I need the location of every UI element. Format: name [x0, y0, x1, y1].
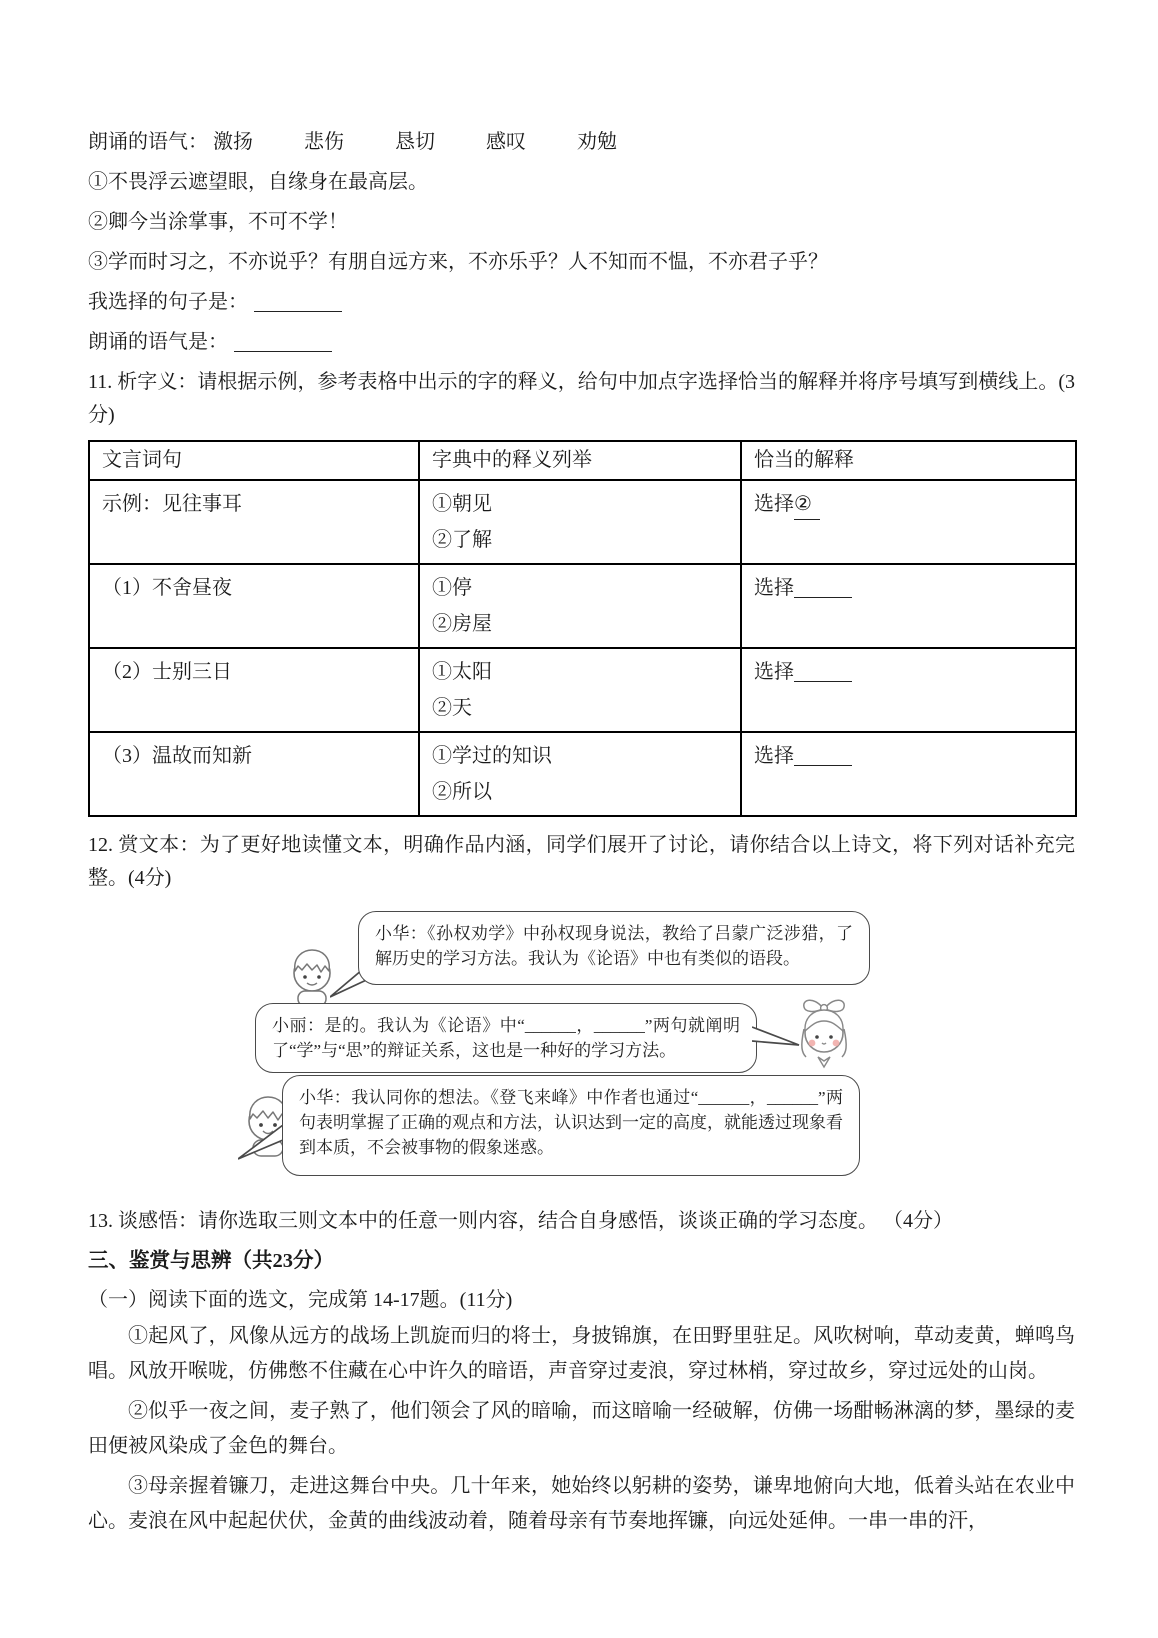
answer-blank-line — [254, 290, 342, 312]
speech-bubble-xiaohua-1: 小华：《孙权劝学》中孙权现身说法，教给了吕蒙广泛涉猎，了解历史的学习方法。我认为《论语》中也有类似的语段。 — [358, 911, 870, 985]
answer-cell — [754, 570, 1063, 606]
speech-bubble-xiaohua-2: 小华：我认同你的想法。《登飞来峰》中作者也通过“______，______”两句表明掌握了正确的观点和方法，认识达到一定的高度，就能透过现象看到本质，不会被事物的假象迷惑。 — [282, 1075, 860, 1176]
chosen-sentence-line — [88, 282, 1075, 322]
dialogue-figure — [88, 903, 1075, 1195]
question-11-stem: 11. 析字义：请根据示例，参考表格中出示的字的释义，给句中加点字选择恰当的解释并将序号填写到横线上。(3分) — [88, 371, 1075, 426]
definition-1: ①停 — [432, 577, 472, 599]
sentence-option-1: ①不畏浮云遮望眼，自缘身在最高层。 — [88, 171, 428, 193]
passage-paragraph-3: ③母亲握着镰刀，走进这舞台中央。几十年来，她始终以躬耕的姿势，谦卑地俯向大地，低着头站在农业中心。麦浪在风中起起伏伏，金黄的曲线波动着，随着母亲有节奏地挥镰，向远处延伸。一串一串的汗， — [88, 1475, 1075, 1532]
definition-2: ②房屋 — [432, 613, 492, 635]
tone-option: 悲伤 — [304, 131, 344, 153]
answer-blank-line — [794, 658, 852, 682]
tone-option: 感叹 — [486, 131, 526, 153]
answer-cell — [754, 738, 1063, 774]
speech-bubble-tail — [238, 1125, 284, 1161]
column-header-phrase: 文言词句 — [89, 441, 419, 480]
definition-1: ①朝见 — [432, 493, 492, 515]
column-header-answer: 恰当的解释 — [741, 441, 1076, 480]
tone-option: 恳切 — [395, 131, 435, 153]
answer-blank-line — [794, 574, 852, 598]
answer-cell — [754, 486, 1063, 522]
table-row — [89, 732, 1076, 816]
example-answer-mark: ② — [794, 489, 820, 520]
tone-answer-label: 朗诵的语气是： — [88, 331, 228, 353]
table-row — [89, 480, 1076, 564]
sentence-option-3: ③学而时习之，不亦说乎？有朋自远方来，不亦乐乎？人不知而不愠，不亦君子乎？ — [88, 251, 828, 273]
select-label: 选择 — [754, 661, 794, 683]
definition-1: ①学过的知识 — [432, 745, 552, 767]
reading-instruction: （一）阅读下面的选文，完成第 14-17题。(11分) — [88, 1289, 513, 1311]
select-label: 选择 — [754, 493, 794, 515]
table-row — [89, 564, 1076, 648]
tone-option: 激扬 — [213, 131, 253, 153]
phrase-cell: 示例：见往事耳 — [102, 493, 242, 515]
definition-2: ②所以 — [432, 781, 492, 803]
tone-answer-line — [88, 322, 1075, 362]
exam-content — [88, 122, 1075, 1544]
section-3-heading: 三、鉴赏与思辨（共23分） — [88, 1250, 334, 1272]
tone-options-label: 朗诵的语气： — [88, 131, 208, 153]
question-12-stem: 12. 赏文本：为了更好地读懂文本，明确作品内涵，同学们展开了讨论，请你结合以上诗文，将下列对话补充完整。(4分) — [88, 834, 1075, 889]
definition-2: ②天 — [432, 697, 472, 719]
sentence-option-2: ②卿今当涂掌事，不可不学！ — [88, 211, 348, 233]
reading-passage — [88, 1319, 1075, 1539]
select-label: 选择 — [754, 577, 794, 599]
passage-paragraph-2: ②似乎一夜之间，麦子熟了，他们领会了风的暗喻，而这暗喻一经破解，仿佛一场酣畅淋漓的梦，墨绿的麦田便被风染成了金色的舞台。 — [88, 1400, 1075, 1457]
tone-option: 劝勉 — [577, 131, 617, 153]
definition-1: ①太阳 — [432, 661, 492, 683]
answer-blank-line — [234, 330, 332, 352]
definition-2: ②了解 — [432, 529, 492, 551]
question-13-stem: 13. 谈感悟：请你选取三则文本中的任意一则内容，结合自身感悟，谈谈正确的学习态度。 （4分） — [88, 1210, 953, 1232]
tone-options-line — [88, 122, 1075, 162]
answer-cell — [754, 654, 1063, 690]
speech-bubble-xiaoli: 小丽：是的。我认为《论语》中“______，______”两句就阐明了“学”与“思”的辩证关系，这也是一种好的学习方法。 — [255, 1003, 757, 1073]
phrase-cell: （3）温故而知新 — [102, 745, 252, 767]
table-row — [89, 648, 1076, 732]
answer-blank-line — [794, 742, 852, 766]
phrase-cell: （1）不舍昼夜 — [102, 577, 232, 599]
select-label: 选择 — [754, 745, 794, 767]
table-header-row — [89, 441, 1076, 480]
girl-avatar-icon — [792, 995, 856, 1075]
column-header-definitions: 字典中的释义列举 — [419, 441, 741, 480]
definition-table — [88, 440, 1077, 817]
phrase-cell: （2）士别三日 — [102, 661, 232, 683]
chosen-sentence-label: 我选择的句子是： — [88, 291, 248, 313]
passage-paragraph-1: ①起风了，风像从远方的战场上凯旋而归的将士，身披锦旗，在田野里驻足。风吹树响，草动麦黄，蝉鸣鸟唱。风放开喉咙，仿佛憋不住藏在心中许久的暗语，声音穿过麦浪，穿过林梢，穿过故乡，穿过远处的山岗。 — [88, 1325, 1075, 1382]
